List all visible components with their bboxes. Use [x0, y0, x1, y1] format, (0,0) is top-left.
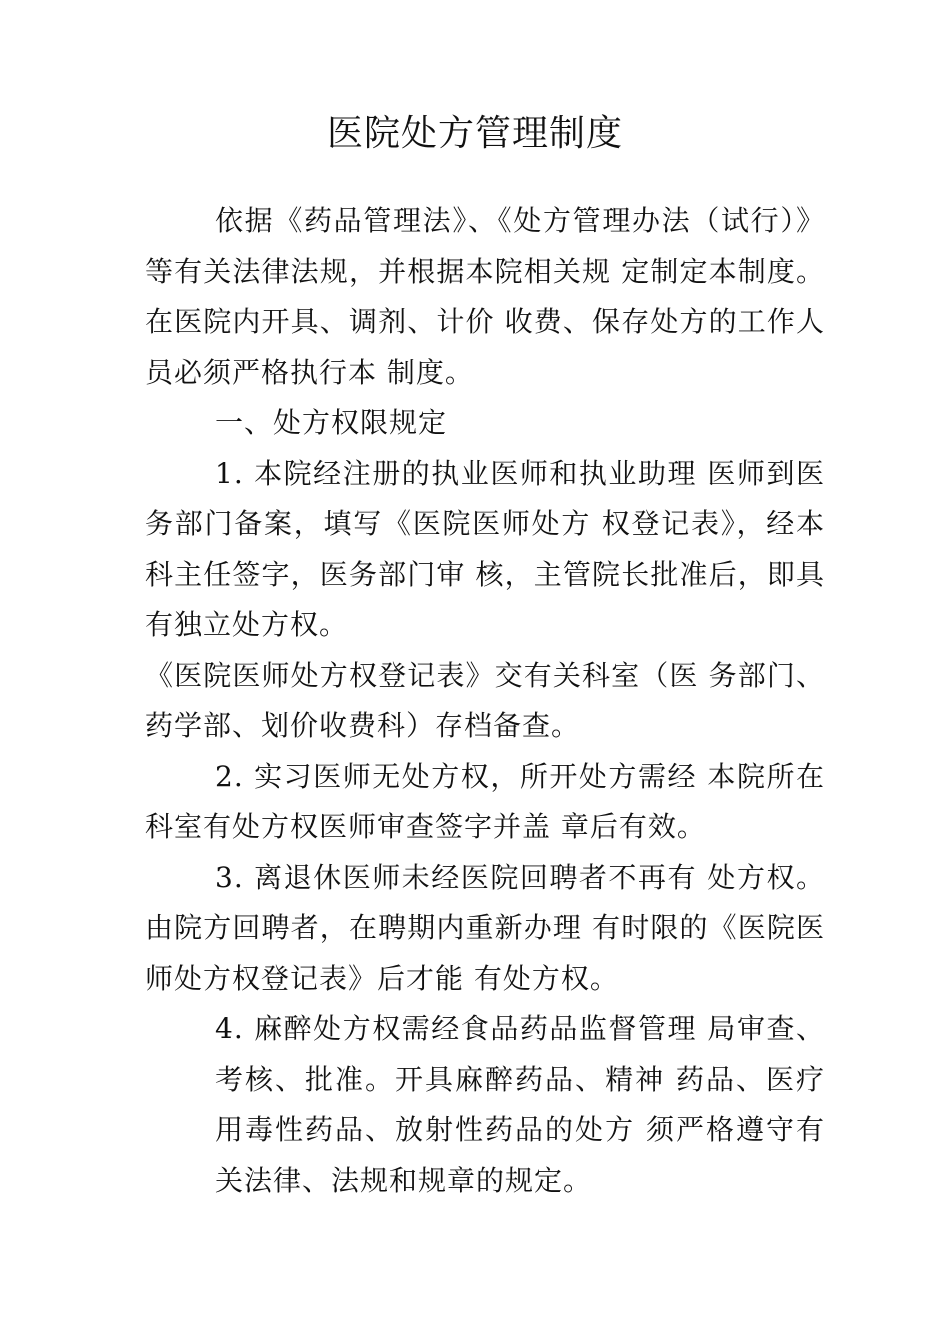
rule-2-paragraph: 2. 实习医师无处方权，所开处方需经 本院所在科室有处方权医师审查签字并盖 章后有效。	[145, 759, 825, 843]
rule-1-paragraph: 1. 本院经注册的执业医师和执业助理 医师到医务部门备案，填写《医院医师处方 权登记表》，经本科主任签字，医务部门审 核，主管院长批准后，即具有独立处方权。	[145, 456, 825, 641]
intro-paragraph: 依据《药品管理法》、《处方管理办法（试行）》等有关法律法规，并根据本院相关规 定制定本制度。在医院内开具、调剂、计价 收费、保存处方的工作人员必须严格执行本 制度。	[145, 204, 825, 389]
section-heading-prescription-authority: 一、处方权限规定	[215, 406, 448, 439]
document-title: 医院处方管理制度	[326, 113, 623, 154]
document-body	[145, 196, 825, 1206]
rule-3-paragraph: 3. 离退休医师未经医院回聘者不再有 处方权。由院方回聘者，在聘期内重新办理 有时限的《医院医师处方权登记表》后才能 有处方权。	[145, 860, 825, 995]
registration-form-paragraph: 《医院医师处方权登记表》交有关科室（医 务部门、药学部、划价收费科）存档备查。	[145, 658, 825, 742]
rule-4-paragraph: 4. 麻醉处方权需经食品药品监督管理 局审查、考核、批准。开具麻醉药品、精神 药品、医疗用毒性药品、放射性药品的处方 须严格遵守有关法律、法规和规章的规定。	[215, 1012, 825, 1197]
